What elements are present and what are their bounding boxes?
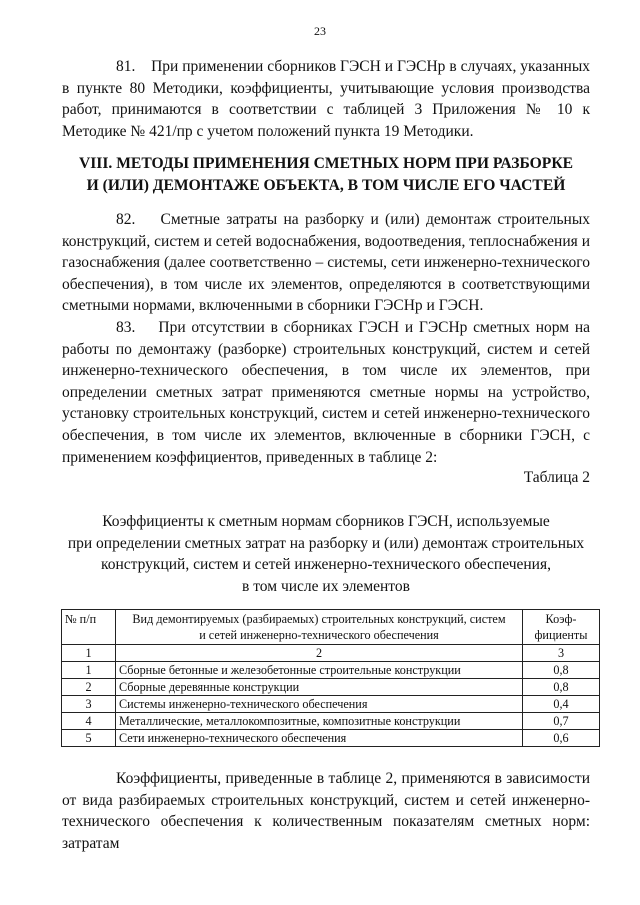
paragraph-81-text: При применении сборников ГЭСН и ГЭСНр в случаях, указанных в пункте 80 Методики, коэффициенты, учитывающие условия производства работ, принимаются в соответствии с таблицей 3 Приложения № 10 к Методике № 421/пр с учетом положений пункта 19 Методики. <box>62 58 590 140</box>
row-number: 3 <box>62 696 116 713</box>
table-numbering-row <box>62 645 600 662</box>
table-caption-line-3: конструкций, систем и сетей инженерно-технического обеспечения, <box>101 556 551 573</box>
paragraph-82 <box>62 209 590 317</box>
section-heading <box>62 153 590 197</box>
paragraph-after-table-text: Коэффициенты, приведенные в таблице 2, применяются в зависимости от вида разбираемых строительных конструкций, систем и сетей инженерно-технического обеспечения к количественным показателям сметных норм: затратам <box>62 770 590 852</box>
coefficients-table <box>61 609 600 747</box>
paragraph-81-number: 81. <box>116 58 136 75</box>
table-row <box>62 662 600 679</box>
section-heading-line-2: И (ИЛИ) ДЕМОНТАЖЕ ОБЪЕКТА, В ТОМ ЧИСЛЕ ЕГО ЧАСТЕЙ <box>86 177 566 194</box>
table-label: Таблица 2 <box>523 469 590 486</box>
table-caption <box>62 511 590 597</box>
page-number: 23 <box>314 24 326 38</box>
table-caption-line-1: Коэффициенты к сметным нормам сборников ГЭСН, используемые <box>102 513 550 530</box>
table-header-row <box>62 610 600 645</box>
header-type <box>116 610 523 645</box>
row-coefficient: 0,8 <box>523 679 600 696</box>
row-number: 4 <box>62 713 116 730</box>
paragraph-82-text: Сметные затраты на разборку и (или) демонтаж строительных конструкций, систем и сетей водоснабжения, водоотведения, теплоснабжения и газоснабжения (далее соответственно – системы, сети инженерно-технического обеспечения), в том числе их элементов, определяются в соответствующими сметными нормами, включенными в сборники ГЭСНр и ГЭСН. <box>62 211 590 315</box>
section-heading-line-1: VIII. МЕТОДЫ ПРИМЕНЕНИЯ СМЕТНЫХ НОРМ ПРИ РАЗБОРКЕ <box>78 155 574 172</box>
paragraph-after-table <box>62 768 590 854</box>
numbering-cell: 3 <box>523 645 600 662</box>
row-type: Металлические, металлокомпозитные, композитные конструкции <box>116 713 523 730</box>
row-coefficient: 0,7 <box>523 713 600 730</box>
paragraph-81 <box>62 56 590 142</box>
row-coefficient: 0,4 <box>523 696 600 713</box>
row-type: Системы инженерно-технического обеспечения <box>116 696 523 713</box>
row-number: 1 <box>62 662 116 679</box>
table-row <box>62 713 600 730</box>
numbering-cell: 2 <box>116 645 523 662</box>
table-row <box>62 730 600 747</box>
header-coefficient <box>523 610 600 645</box>
header-coefficient-line-2: фициенты <box>534 628 588 642</box>
table-caption-line-2: при определении сметных затрат на разборку и (или) демонтаж строительных <box>67 534 585 552</box>
row-number: 2 <box>62 679 116 696</box>
header-type-line-1: Вид демонтируемых (разбираемых) строительных конструкций, систем <box>132 612 506 626</box>
table-row <box>62 696 600 713</box>
table-row <box>62 679 600 696</box>
row-coefficient: 0,8 <box>523 662 600 679</box>
row-type: Сети инженерно-технического обеспечения <box>116 730 523 747</box>
paragraph-83-text: При отсутствии в сборниках ГЭСН и ГЭСНр сметных норм на работы по демонтажу (разборке) строительных конструкций, систем и сетей инженерно-технического обеспечения, в том числе их элементов, при определении сметных затрат применяются сметные нормы на устройство, установку строительных конструкций, систем и сетей инженерно-технического обеспечения, в том числе их элементов, включенные в сборники ГЭСН, с применением коэффициентов, приведенных в таблице 2: <box>62 319 590 466</box>
numbering-cell: 1 <box>62 645 116 662</box>
paragraph-82-number: 82. <box>116 211 136 228</box>
row-coefficient: 0,6 <box>523 730 600 747</box>
row-type: Сборные бетонные и железобетонные строительные конструкции <box>116 662 523 679</box>
row-number: 5 <box>62 730 116 747</box>
row-type: Сборные деревянные конструкции <box>116 679 523 696</box>
paragraph-83-number: 83. <box>116 319 136 336</box>
header-number: № п/п <box>62 610 116 645</box>
table-caption-line-4: в том числе их элементов <box>242 577 410 595</box>
paragraph-83 <box>62 317 590 468</box>
header-type-line-2: и сетей инженерно-технического обеспечения <box>199 628 439 642</box>
header-coefficient-line-1: Коэф- <box>545 612 577 626</box>
